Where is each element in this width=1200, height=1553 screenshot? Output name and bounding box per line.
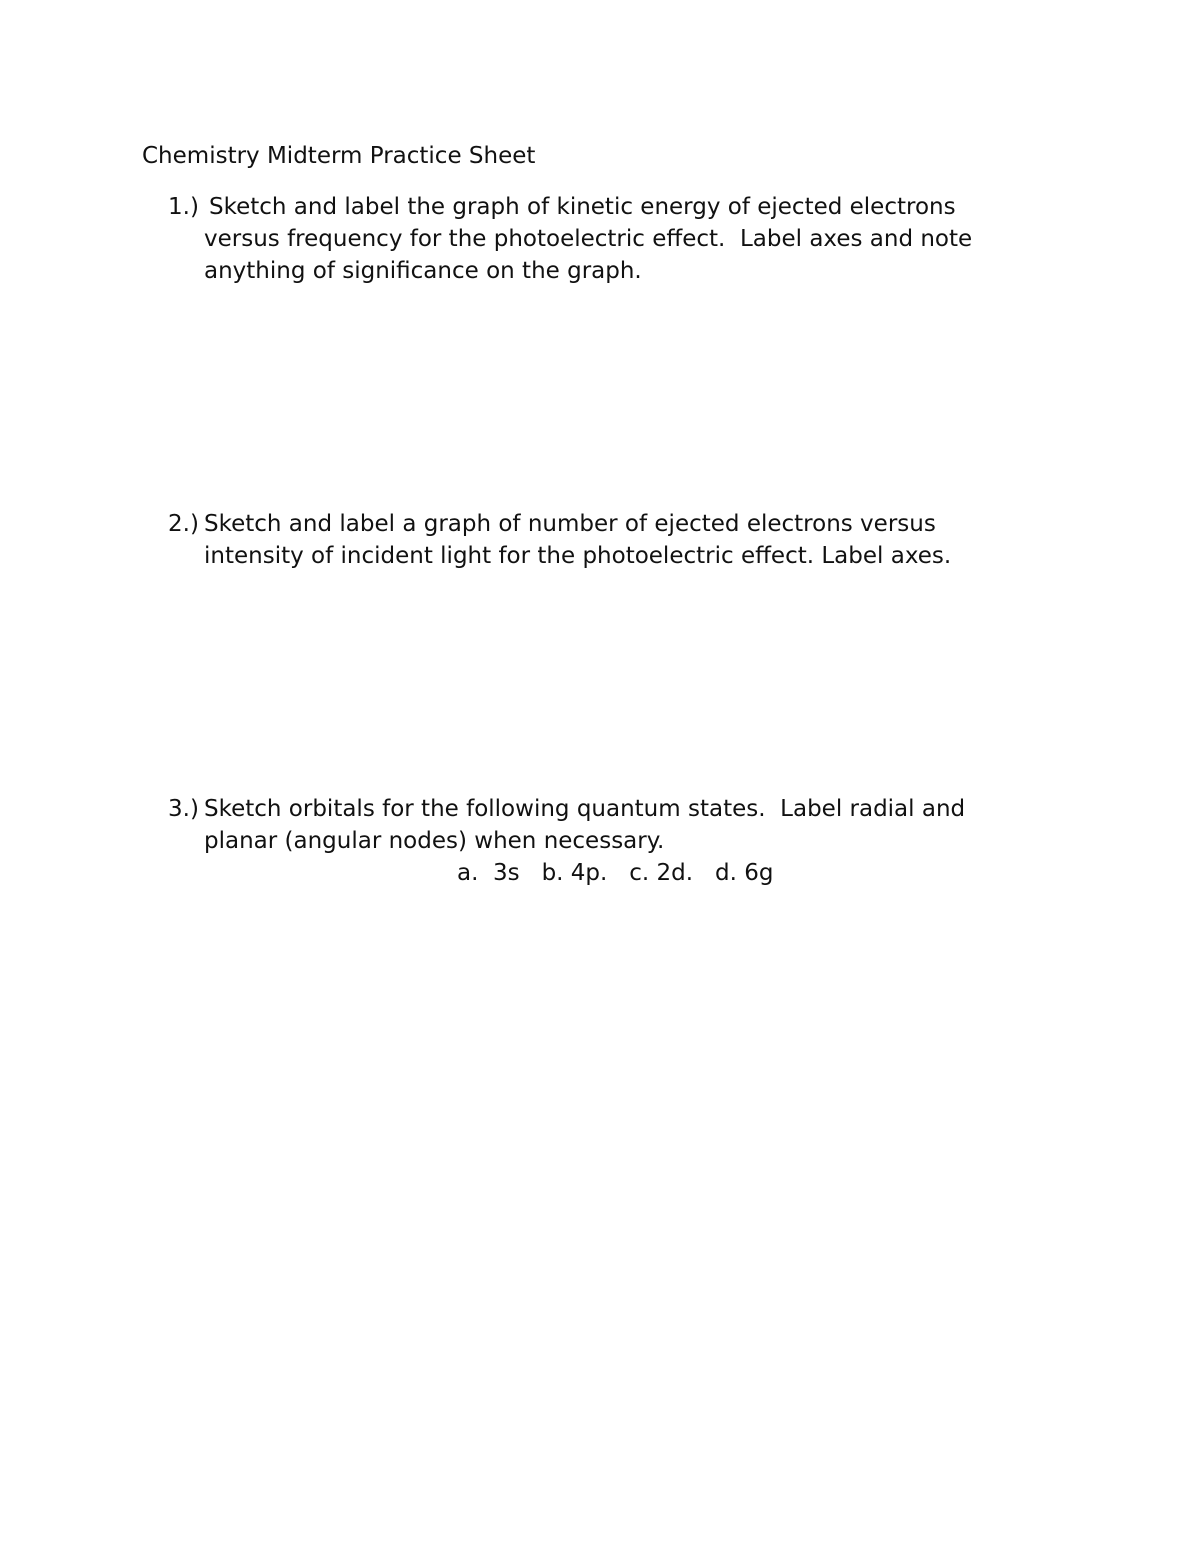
question-text bbox=[204, 793, 1004, 857]
question-line: Sketch and label a graph of number of ejected electrons versus bbox=[204, 511, 936, 537]
question-line: Sketch orbitals for the following quantum states. Label radial and bbox=[204, 796, 966, 822]
question-line: intensity of incident light for the photoelectric effect. Label axes. bbox=[204, 543, 952, 569]
document-title: Chemistry Midterm Practice Sheet bbox=[142, 143, 536, 169]
question-line: versus frequency for the photoelectric effect. Label axes and note bbox=[204, 226, 973, 252]
question-line: Sketch and label the graph of kinetic energy of ejected electrons bbox=[209, 194, 956, 220]
question-number: 3.) bbox=[168, 796, 199, 822]
orbital-choices: a. 3s b. 4p. c. 2d. d. 6g bbox=[457, 860, 774, 886]
question-text bbox=[204, 191, 1004, 287]
question-line: planar (angular nodes) when necessary. bbox=[204, 828, 665, 854]
question-text bbox=[204, 508, 1004, 572]
question-line: anything of significance on the graph. bbox=[204, 258, 642, 284]
question-number: 1.) bbox=[168, 194, 199, 220]
question-number: 2.) bbox=[168, 511, 199, 537]
